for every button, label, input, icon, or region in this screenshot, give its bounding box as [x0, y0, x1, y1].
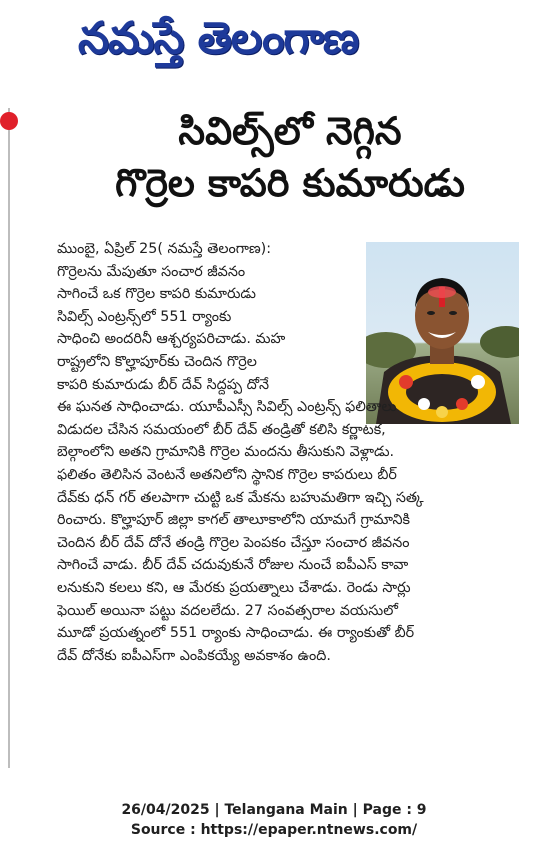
article-line: రించారు. కొల్హాపూర్ జిల్లా కాగల్ తాలూకాలోని యామగే గ్రామానికి: [57, 512, 410, 529]
headline-line-1: సివిల్స్‌లో నెగ్గిన: [178, 109, 402, 153]
article-line: సాధించి అందరినీ ఆశ్చర్యపరిచాడు. మహ: [57, 331, 286, 348]
article-line: దేవ్‌కు ధన్ గర్ తలపాగా చుట్టి ఒక మేకను బహుమతిగా ఇచ్చి సత్క: [57, 489, 424, 506]
article-line: ఈ ఘనత సాధించాడు. యూపీఎస్సీ సివిల్స్ ఎంట్రన్స్ ఫలితాలు: [57, 399, 397, 416]
side-rule: [8, 108, 10, 768]
article-body: [57, 238, 520, 667]
article-headline: [70, 105, 510, 209]
article-line: మూడో ప్రయత్నంలో 551 ర్యాంకు సాధించాడు. ఈ ర్యాంకుతో బీర్: [57, 625, 415, 642]
article-line: సివిల్స్ ఎంట్రన్స్‌లో 551 ర్యాంకు: [57, 308, 232, 325]
footer-source: Source : https://epaper.ntnews.com/: [130, 822, 418, 838]
article-line: ఫలితం తెలిసిన వెంటనే అతనిలోని స్థానిక గొర్రెల కాపరులు బీర్: [57, 466, 397, 483]
article-line: కాపరి కుమారుడు బీర్ దేవ్ సిద్దప్ప దోనే: [57, 376, 270, 393]
article-line: విడుదల చేసిన సమయంలో బీర్ దేవ్ తండ్రితో కలిసి కర్ణాటక,: [57, 421, 386, 438]
article-line: సాగించే వాడు. బీర్ దేవ్ చదువుకునే రోజుల నుంచే ఐపీఎస్ కావా: [57, 557, 409, 574]
red-dot-marker: [0, 112, 18, 130]
article-line: లనుకుని కలలు కని, ఆ మేరకు ప్రయత్నాలు చేశాడు. రెండు సార్లు: [57, 579, 411, 596]
article-line: ఫెయిల్ అయినా పట్టు వదలలేదు. 27 సంవత్సరాల వయసులో: [57, 602, 398, 619]
page-footer: [0, 800, 548, 840]
article-line: చెందిన బీర్ దేవ్ దోనే తండ్రి గొర్రెల పెంపకం చేస్తూ సంచార జీవనం: [57, 534, 410, 551]
article-line: ముంబై, ఏప్రిల్ 25( నమస్తే తెలంగాణ):: [57, 241, 272, 257]
article-line: గొర్రెలను మేపుతూ సంచార జీవనం: [57, 263, 246, 280]
headline-line-2: గొర్రెల కాపరి కుమారుడు: [115, 161, 465, 205]
article-line: దేవ్ దోనేకు ఐపీఎస్‌గా ఎంపికయ్యే అవకాశం ఉంది.: [57, 647, 331, 664]
article-line: రాష్ట్రలోని కొల్హాపూర్‌కు చెందిన గొర్రెల: [57, 353, 257, 370]
footer-date-page: 26/04/2025 | Telangana Main | Page : 9: [121, 802, 427, 818]
article-line: సాగించే ఒక గొర్రెల కాపరి కుమారుడు: [57, 286, 256, 303]
masthead-title: నమస్తే తెలంగాణ: [78, 13, 359, 64]
article-line: బెల్గాంలోని అతని గ్రామానికి గొర్రెల మందను తీసుకుని వెళ్లాడు.: [57, 444, 395, 461]
